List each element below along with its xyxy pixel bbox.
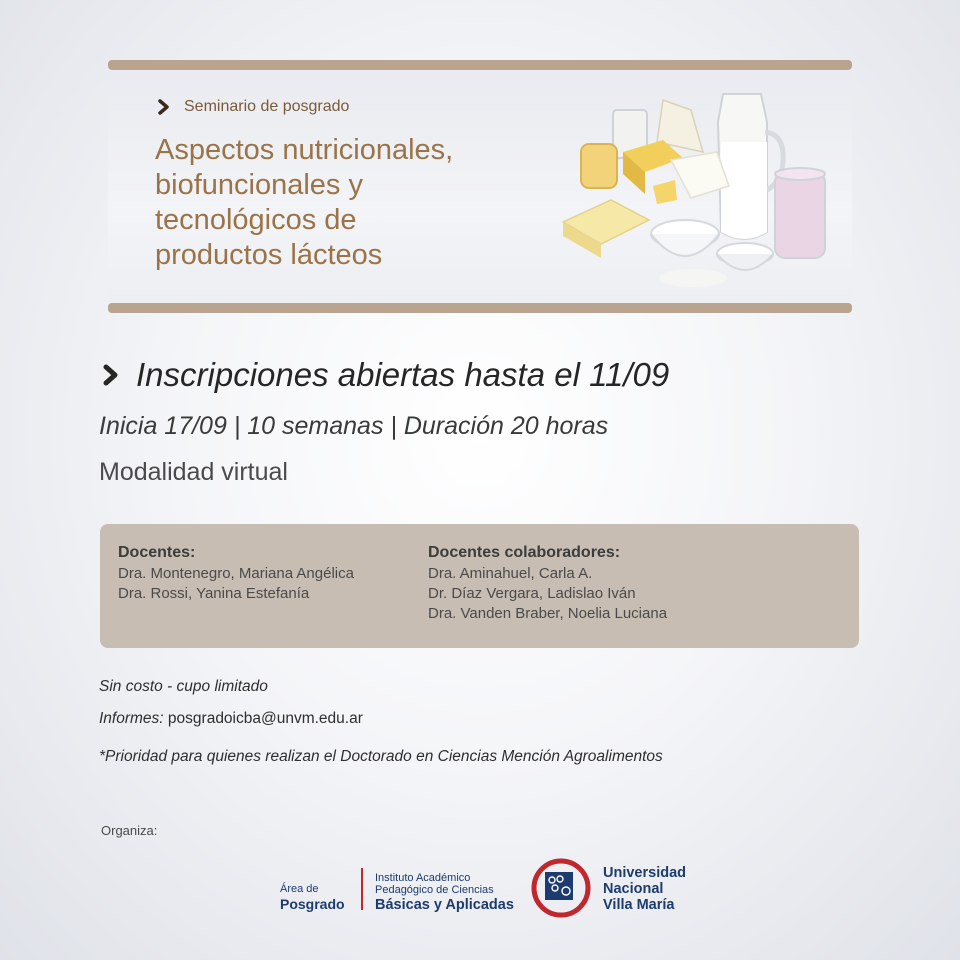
banner-eyebrow xyxy=(156,98,349,116)
banner-title-line: productos lácteos xyxy=(155,239,383,271)
banner-title-line: tecnológicos de xyxy=(155,204,357,236)
logo-text: Pedagógico de Ciencias xyxy=(375,884,494,896)
logo-text: Básicas y Aplicadas xyxy=(375,897,514,913)
logo-text: Posgrado xyxy=(280,896,345,912)
teachers-heading: Docentes: xyxy=(118,544,196,561)
organiza-label: Organiza: xyxy=(101,823,158,838)
university-seal-icon xyxy=(530,857,592,919)
logo-divider xyxy=(361,868,363,910)
logo-text: Área de xyxy=(280,883,319,895)
banner-top-bar xyxy=(108,60,852,70)
banner-title xyxy=(155,133,515,273)
banner-title-line: Aspectos nutricionales, xyxy=(155,134,454,166)
logo-text: Universidad xyxy=(603,865,686,881)
institute-logo xyxy=(375,872,514,914)
banner-title-line: biofuncionales y xyxy=(155,169,363,201)
contact-label: Informes: xyxy=(99,710,164,727)
priority-note: *Prioridad para quienes realizan el Doctorado en Ciencias Mención Agroalimentos xyxy=(99,748,663,765)
logo-text: Instituto Académico xyxy=(375,872,471,884)
teacher-name: Dra. Rossi, Yanina Estefanía xyxy=(118,585,310,602)
contact-line xyxy=(99,710,363,728)
banner-eyebrow-text: Seminario de posgrado xyxy=(184,98,350,115)
logo-text: Nacional xyxy=(603,881,664,897)
seminar-banner xyxy=(108,60,852,313)
teachers-panel xyxy=(100,524,859,648)
collaborator-name: Dra. Aminahuel, Carla A. xyxy=(428,565,593,582)
logo-text: Villa María xyxy=(603,897,675,913)
collaborator-name: Dr. Díaz Vergara, Ladislao Iván xyxy=(428,585,636,602)
collaborator-name: Dra. Vanden Braber, Noelia Luciana xyxy=(428,605,668,622)
dairy-products-image xyxy=(553,82,843,297)
teacher-name: Dra. Montenegro, Mariana Angélica xyxy=(118,565,354,582)
chevron-right-icon xyxy=(156,99,172,115)
schedule-line: Inicia 17/09 | 10 semanas | Duración 20 horas xyxy=(99,412,609,440)
posgrado-logo xyxy=(280,883,345,912)
teachers-column xyxy=(118,544,354,604)
cost-note: Sin costo - cupo limitado xyxy=(99,678,268,695)
collaborators-heading: Docentes colaboradores: xyxy=(428,544,621,561)
contact-email[interactable]: posgradoicba@unvm.edu.ar xyxy=(167,710,363,727)
registration-headline xyxy=(100,356,669,394)
headline-text: Inscripciones abiertas hasta el 11/09 xyxy=(136,356,670,393)
unvm-logo xyxy=(603,865,686,913)
modality-line: Modalidad virtual xyxy=(99,458,288,486)
collaborators-column xyxy=(428,544,667,624)
chevron-right-icon xyxy=(100,364,122,386)
banner-bottom-bar xyxy=(108,303,852,313)
